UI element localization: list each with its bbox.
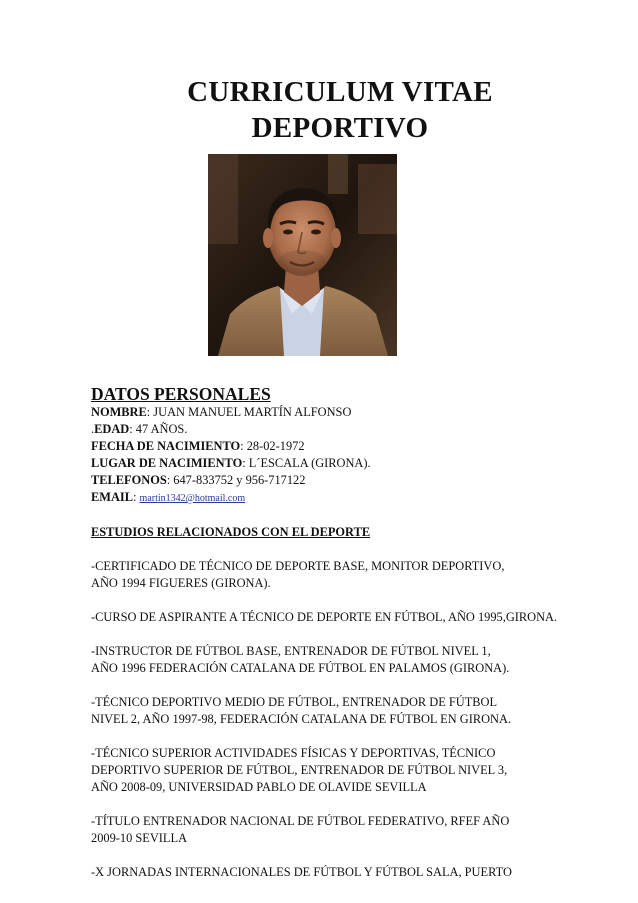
study-line: -TÉCNICO DEPORTIVO MEDIO DE FÚTBOL, ENTRENADOR DE FÚTBOL [91,695,498,709]
study-item [91,864,611,881]
email-link[interactable]: martin1342@hotmail.com [139,493,246,504]
name-row [91,404,611,421]
study-item [91,643,611,677]
study-item [91,745,611,796]
age-value: : 47 AÑOS. [129,422,188,436]
title-line-2: DEPORTIVO [251,112,429,144]
study-line: -TÉCNICO SUPERIOR ACTIVIDADES FÍSICAS Y DEPORTIVAS, TÉCNICO [91,746,496,760]
study-item [91,558,611,592]
age-row [91,421,611,438]
study-line: AÑO 2008-09, UNIVERSIDAD PABLO DE OLAVIDE SEVILLA [91,780,427,794]
email-label: EMAIL [91,490,133,504]
phones-value: : 647-833752 y 956-717122 [166,473,306,487]
email-separator: : [133,490,140,504]
study-item [91,694,611,728]
study-line: -X JORNADAS INTERNACIONALES DE FÚTBOL Y FÚTBOL SALA, PUERTO [91,865,512,879]
cv-content [91,384,611,881]
birthplace-value: : L´ESCALA (GIRONA). [242,456,371,470]
birthdate-value: : 28-02-1972 [240,439,305,453]
personal-data-heading: DATOS PERSONALES [91,384,271,404]
studies-heading: ESTUDIOS RELACIONADOS CON EL DEPORTE [91,525,371,539]
study-line: -INSTRUCTOR DE FÚTBOL BASE, ENTRENADOR DE FÚTBOL NIVEL 1, [91,644,491,658]
title-line-1: CURRICULUM VITAE [187,76,493,108]
study-item [91,609,611,626]
study-line: NIVEL 2, AÑO 1997-98, FEDERACIÓN CATALANA DE FÚTBOL EN GIRONA. [91,712,512,726]
name-label: NOMBRE [91,405,147,419]
portrait-photo [208,154,397,356]
phones-label: TELEFONOS [91,473,167,487]
birthdate-row [91,438,611,455]
study-line: 2009-10 SEVILLA [91,831,188,845]
study-line: AÑO 1996 FEDERACIÓN CATALANA DE FÚTBOL EN PALAMOS (GIRONA). [91,661,510,675]
name-value: : JUAN MANUEL MARTÍN ALFONSO [146,405,352,419]
study-line: AÑO 1994 FIGUERES (GIRONA). [91,576,271,590]
birthdate-label: FECHA DE NACIMIENTO [91,439,241,453]
age-label: EDAD [94,422,130,436]
study-item [91,813,611,847]
study-line: -CURSO DE ASPIRANTE A TÉCNICO DE DEPORTE EN FÚTBOL, AÑO 1995,GIRONA. [91,610,558,624]
document-title [140,74,540,146]
study-line: -CERTIFICADO DE TÉCNICO DE DEPORTE BASE, MONITOR DEPORTIVO, [91,559,505,573]
portrait-image [208,154,397,356]
birthplace-row [91,455,611,472]
studies-list [91,558,611,881]
study-line: -TÍTULO ENTRENADOR NACIONAL DE FÚTBOL FEDERATIVO, RFEF AÑO [91,814,510,828]
study-line: DEPORTIVO SUPERIOR DE FÚTBOL, ENTRENADOR DE FÚTBOL NIVEL 3, [91,763,508,777]
birthplace-label: LUGAR DE NACIMIENTO [91,456,243,470]
email-row [91,489,611,507]
age-prefix: . [91,422,95,436]
phones-row [91,472,611,489]
